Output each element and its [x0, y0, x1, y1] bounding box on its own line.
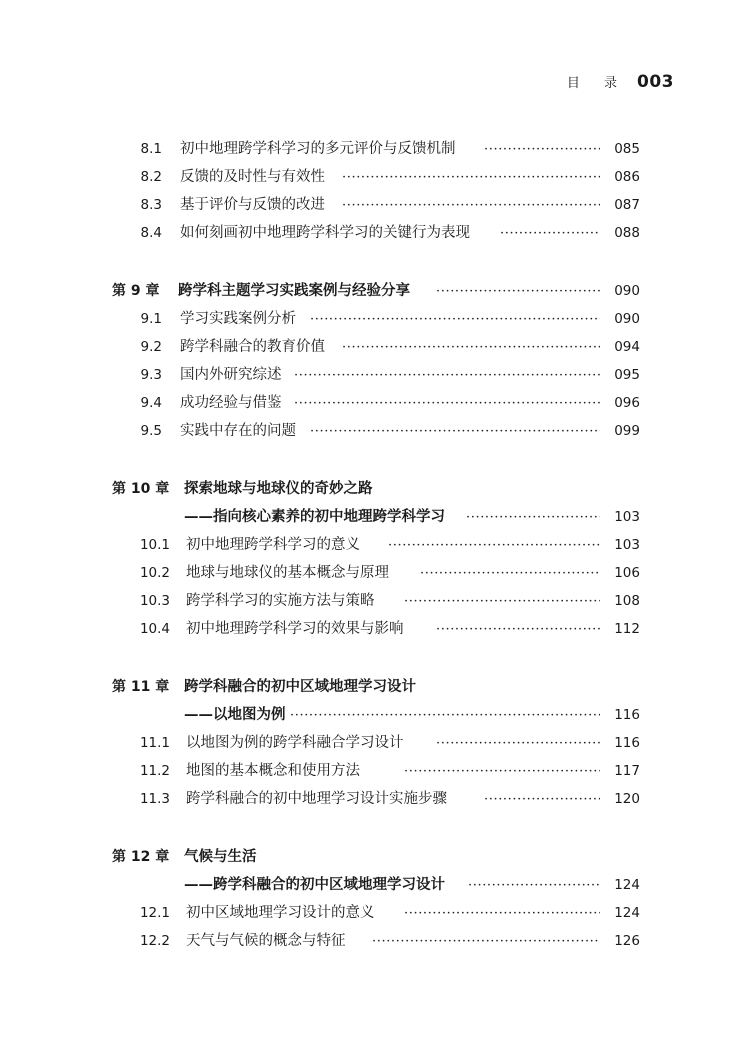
dot-leader: [372, 929, 600, 953]
section-number: 9.5: [140, 423, 162, 439]
section-number: 12.1: [139, 905, 170, 921]
dot-leader: [436, 731, 600, 755]
toc-entry-11-2[interactable]: [0, 759, 750, 783]
dot-leader: [294, 363, 600, 387]
dot-leader: [310, 419, 600, 443]
page-number: 096: [614, 395, 640, 411]
toc-chapter-10[interactable]: [0, 477, 750, 501]
page-number: 120: [614, 791, 640, 807]
dot-leader: [468, 873, 600, 897]
toc-entry-12-1[interactable]: [0, 901, 750, 925]
chapter-title: 探索地球与地球仪的奇妙之路: [184, 481, 373, 497]
page-number: 124: [614, 877, 640, 893]
chapter-subtitle: ——以地图为例: [184, 707, 286, 723]
chapter-title: 气候与生活: [184, 849, 257, 865]
section-title: 基于评价与反馈的改进: [180, 197, 325, 213]
dot-leader: [342, 165, 600, 189]
dot-leader: [404, 759, 600, 783]
section-number: 11.1: [139, 735, 170, 751]
dot-leader: [310, 307, 600, 331]
toc-entry-10-3[interactable]: [0, 589, 750, 613]
page-number: 090: [614, 311, 640, 327]
section-title: 跨学科融合的教育价值: [180, 339, 325, 355]
dot-leader: [436, 617, 600, 641]
toc-entry-9-2[interactable]: [0, 335, 750, 359]
page-number: 095: [614, 367, 640, 383]
section-number: 10.4: [139, 621, 170, 637]
section-number: 12.2: [139, 933, 170, 949]
chapter-number: 第 9 章: [112, 283, 160, 299]
section-number: 10.3: [139, 593, 170, 609]
page-number: 099: [614, 423, 640, 439]
section-number: 9.4: [140, 395, 162, 411]
page-number: 086: [614, 169, 640, 185]
page-number: 087: [614, 197, 640, 213]
section-title: 跨学科融合的初中地理学习设计实施步骤: [186, 791, 447, 807]
toc-entry-9-4[interactable]: [0, 391, 750, 415]
dot-leader: [404, 589, 600, 613]
toc-chapter-12[interactable]: [0, 845, 750, 869]
dot-leader: [342, 193, 600, 217]
section-title: 如何刻画初中地理跨学科学习的关键行为表现: [180, 225, 470, 241]
section-number: 10.1: [139, 537, 170, 553]
chapter-number: 第 12 章: [112, 849, 170, 865]
header-title: 目 录: [566, 76, 627, 91]
page-number: 117: [614, 763, 640, 779]
toc-entry-11-3[interactable]: [0, 787, 750, 811]
section-number: 8.1: [140, 141, 162, 157]
page-number: 108: [614, 593, 640, 609]
header-page-number: 003: [637, 72, 674, 92]
dot-leader: [484, 137, 600, 161]
running-header: [567, 72, 674, 92]
section-title: 天气与气候的概念与特征: [186, 933, 346, 949]
dot-leader: [404, 901, 600, 925]
section-number: 8.4: [140, 225, 162, 241]
page-number: 112: [614, 621, 640, 637]
page-number: 103: [614, 509, 640, 525]
page-number: 103: [614, 537, 640, 553]
section-title: 初中地理跨学科学习的效果与影响: [186, 621, 404, 637]
section-title: 反馈的及时性与有效性: [180, 169, 325, 185]
page-number: 088: [614, 225, 640, 241]
section-title: 初中区域地理学习设计的意义: [186, 905, 375, 921]
page-number: 094: [614, 339, 640, 355]
section-title: 实践中存在的问题: [180, 423, 296, 439]
section-number: 9.3: [140, 367, 162, 383]
toc-chapter-10-subtitle[interactable]: [0, 505, 750, 529]
dot-leader: [294, 391, 600, 415]
section-title: 国内外研究综述: [180, 367, 282, 383]
chapter-number: 第 11 章: [112, 679, 170, 695]
toc-entry-9-1[interactable]: [0, 307, 750, 331]
page-number: 085: [614, 141, 640, 157]
page-number: 116: [614, 735, 640, 751]
section-number: 8.2: [140, 169, 162, 185]
toc-chapter-12-subtitle[interactable]: [0, 873, 750, 897]
section-number: 8.3: [140, 197, 162, 213]
page-number: 116: [614, 707, 640, 723]
chapter-subtitle: ——跨学科融合的初中区域地理学习设计: [184, 877, 445, 893]
chapter-number: 第 10 章: [112, 481, 170, 497]
toc-entry-9-3[interactable]: [0, 363, 750, 387]
section-title: 以地图为例的跨学科融合学习设计: [186, 735, 404, 751]
page-number: 106: [614, 565, 640, 581]
dot-leader: [388, 533, 600, 557]
toc-entry-10-2[interactable]: [0, 561, 750, 585]
section-number: 9.1: [140, 311, 162, 327]
section-title: 初中地理跨学科学习的多元评价与反馈机制: [180, 141, 456, 157]
section-number: 11.2: [139, 763, 170, 779]
section-title: 学习实践案例分析: [180, 311, 296, 327]
toc-entry-10-4[interactable]: [0, 617, 750, 641]
toc-entry-8-2[interactable]: [0, 165, 750, 189]
section-title: 成功经验与借鉴: [180, 395, 282, 411]
section-title: 地球与地球仪的基本概念与原理: [186, 565, 389, 581]
dot-leader: [484, 787, 600, 811]
dot-leader: [500, 221, 600, 245]
toc-chapter-11[interactable]: [0, 675, 750, 699]
chapter-subtitle: ——指向核心素养的初中地理跨学科学习: [184, 509, 445, 525]
dot-leader: [466, 505, 600, 529]
toc-entry-8-4[interactable]: [0, 221, 750, 245]
page-number: 124: [614, 905, 640, 921]
section-number: 10.2: [139, 565, 170, 581]
dot-leader: [342, 335, 600, 359]
toc-chapter-9[interactable]: [0, 279, 750, 303]
toc-entry-11-1[interactable]: [0, 731, 750, 755]
dot-leader: [436, 279, 600, 303]
page-number: 090: [614, 283, 640, 299]
toc-entry-8-3[interactable]: [0, 193, 750, 217]
toc-entry-10-1[interactable]: [0, 533, 750, 557]
chapter-title: 跨学科融合的初中区域地理学习设计: [184, 679, 416, 695]
page-number: 126: [614, 933, 640, 949]
chapter-title: 跨学科主题学习实践案例与经验分享: [178, 283, 410, 299]
toc-entry-12-2[interactable]: [0, 929, 750, 953]
dot-leader: [290, 703, 600, 727]
section-title: 初中地理跨学科学习的意义: [186, 537, 360, 553]
section-number: 9.2: [140, 339, 162, 355]
toc-entry-8-1[interactable]: [0, 137, 750, 161]
dot-leader: [420, 561, 600, 585]
section-number: 11.3: [139, 791, 170, 807]
section-title: 地图的基本概念和使用方法: [186, 763, 360, 779]
section-title: 跨学科学习的实施方法与策略: [186, 593, 375, 609]
toc-entry-9-5[interactable]: [0, 419, 750, 443]
toc-chapter-11-subtitle[interactable]: [0, 703, 750, 727]
